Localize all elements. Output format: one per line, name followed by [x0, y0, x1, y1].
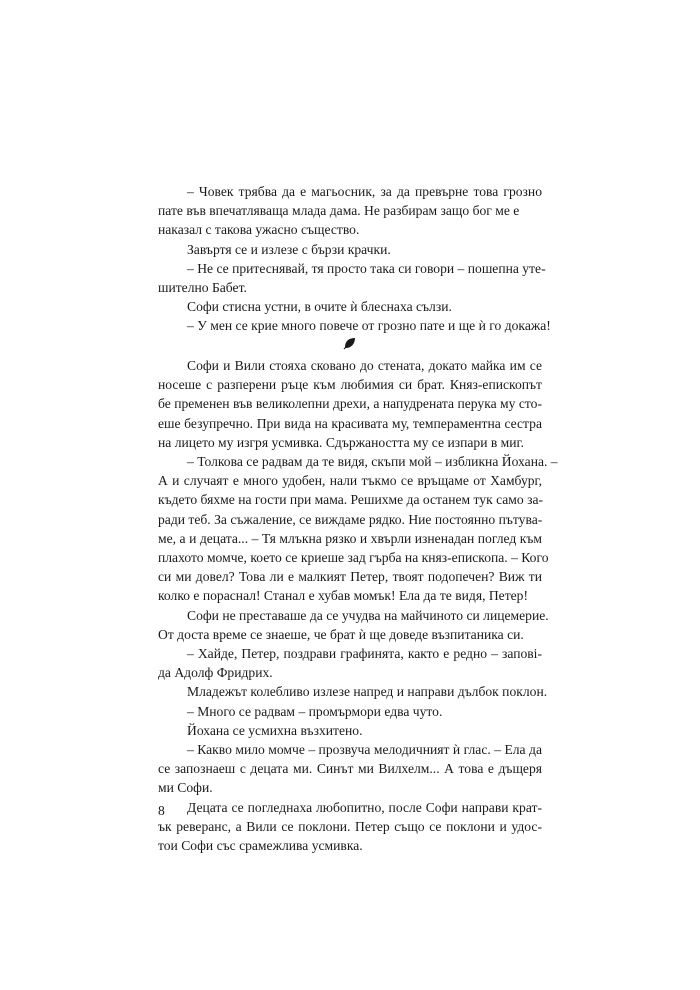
text-line: Йохана се усмихна възхитено.	[187, 722, 363, 738]
text-line: Децата се погледнаха любопитно, после Софи направи крат-	[187, 799, 542, 815]
text-line: да Адолф Фридрих.	[158, 665, 273, 681]
text-line: ме, а и децата... – Тя млъкна рязко и хвърли изненадан поглед към	[158, 530, 542, 546]
text-line: – Какво мило момче – прозвуча мелодичният ѝ глас. – Ела да	[187, 742, 542, 758]
page-number: 8	[158, 803, 165, 818]
leaf-ornament-icon	[343, 336, 357, 350]
text-line: еше безупречно. При вида на красивата му, темпераментна сестра	[158, 415, 542, 431]
text-line: тои Софи със срамежлива усмивка.	[158, 838, 363, 854]
text-line: Младежът колебливо излезе напред и направи дълбок поклон.	[187, 684, 548, 700]
text-line: където бяхме на гости при мама. Решихме да останем тук само за-	[158, 492, 544, 508]
text-line: – Толкова се радвам да те видя, скъпи мой – избликна Йохана. –	[187, 454, 558, 470]
text-line: ми Софи.	[158, 780, 213, 796]
text-line: се запознаеш с децата ми. Синът ми Вилхелм... А това е дъщеря	[158, 761, 542, 777]
text-line: От доста време се знаеше, че брат ѝ ще доведе възпитаника си.	[158, 626, 524, 642]
text-line: Софи и Вили стояха сковано до стената, докато майка им се	[187, 358, 542, 373]
text-line: бе пременен във великолепни дрехи, а напудрената перука му сто-	[158, 396, 542, 412]
text-line: ък реверанс, а Вили се поклони. Петер също се поклони и удос-	[158, 818, 542, 834]
text-line: Софи стисна устни, в очите ѝ блеснаха сълзи.	[187, 299, 452, 315]
text-line: си ми довел? Това ли е малкият Петер, твоят подопечен? Виж ти	[158, 569, 542, 585]
text-block-main	[158, 356, 558, 855]
text-line: – Много се радвам – промърмори едва чуто.	[187, 703, 443, 719]
text-line: колко е пораснал! Станал е хубав момък! Ела да те видя, Петер!	[158, 588, 529, 604]
text-line: Софи не преставаше да се учудва на майчиното си лицемерие.	[187, 607, 549, 623]
text-line: пате във впечатляваща млада дама. Не разбирам защо бог ме е	[158, 203, 520, 219]
text-line: плахото момче, което се криеше зад гърба на княз-епископа. – Кого	[158, 550, 549, 566]
text-line: ради теб. За съжаление, се виждаме рядко. Ние постоянно пътува-	[158, 511, 543, 527]
text-line: – У мен се крие много повече от грозно пате и ще ѝ го докажа!	[187, 318, 551, 334]
text-line: шително Бабет.	[158, 280, 247, 296]
text-line: носеше с разперени ръце към любимия си брат. Княз-епископът	[158, 377, 542, 393]
text-line: – Не се притеснявай, тя просто така си говори – пошепна уте-	[187, 260, 546, 276]
text-line: А и случаят е много удобен, нали тъкмо се връщаме от Хамбург,	[158, 473, 542, 489]
text-line: на лицето му изгря усмивка. Сдържаността му се изпари в миг.	[158, 434, 524, 450]
text-line: Завъртя се и излезе с бързи крачки.	[187, 241, 391, 257]
text-block-top	[158, 182, 551, 336]
text-line: наказал с такова ужасно същество.	[158, 222, 360, 238]
text-line: – Човек трябва да е магьосник, за да превърне това грозно	[187, 184, 542, 199]
text-line: – Хайде, Петер, поздрави графинята, както е редно – запові-	[187, 646, 542, 662]
